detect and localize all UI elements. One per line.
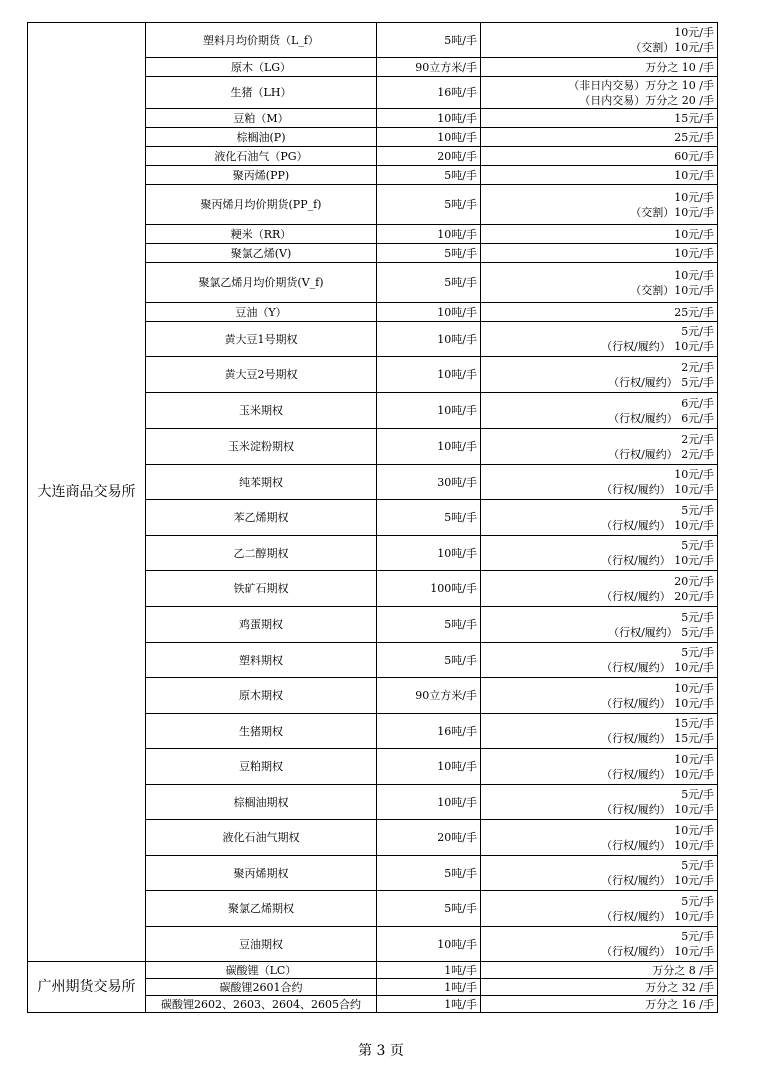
fee-line: 5元/手 (681, 930, 714, 943)
fee-cell (481, 58, 718, 77)
fee-line: （交割）10元/手 (630, 205, 714, 219)
trading-unit-cell: 10吨/手 (377, 429, 481, 465)
fee-cell (481, 166, 718, 185)
trading-unit-cell: 1吨/手 (377, 962, 481, 979)
fee-line: 5元/手 (681, 646, 714, 659)
fee-line: （行权/履约） 10元/手 (601, 554, 714, 567)
trading-unit-cell: 20吨/手 (377, 820, 481, 856)
fee-line: （行权/履约） 10元/手 (601, 945, 714, 958)
fee-line: 15元/手 (674, 111, 714, 125)
trading-unit-cell: 30吨/手 (377, 465, 481, 500)
trading-unit-cell: 10吨/手 (377, 322, 481, 357)
trading-unit-cell: 10吨/手 (377, 785, 481, 820)
fee-line: （非日内交易）万分之 10 /手 (568, 78, 714, 92)
product-name-cell: 液化石油气（PG） (146, 147, 377, 166)
fee-line: （行权/履约） 10元/手 (601, 767, 714, 781)
fee-cell (481, 128, 718, 147)
fee-cell (481, 891, 718, 927)
fee-line: 6元/手 (681, 396, 714, 410)
trading-unit-cell: 5吨/手 (377, 185, 481, 225)
fee-line: （行权/履约） 5元/手 (608, 375, 714, 389)
exchange-name-cell: 广州期货交易所 (28, 962, 146, 1013)
product-name-cell: 粳米（RR） (146, 225, 377, 244)
trading-unit-cell: 10吨/手 (377, 536, 481, 571)
fee-cell (481, 643, 718, 678)
fee-line: 2元/手 (681, 360, 714, 374)
product-name-cell: 碳酸锂2601合约 (146, 979, 377, 996)
fee-cell (481, 109, 718, 128)
product-name-cell: 纯苯期权 (146, 465, 377, 500)
fee-cell (481, 678, 718, 714)
trading-unit-cell: 1吨/手 (377, 979, 481, 996)
trading-unit-cell: 20吨/手 (377, 147, 481, 166)
trading-unit-cell: 90立方米/手 (377, 678, 481, 714)
product-name-cell: 塑料月均价期货（L_f） (146, 23, 377, 58)
fee-line: （行权/履约） 10元/手 (601, 661, 714, 674)
fee-line: 10元/手 (674, 190, 714, 204)
fee-line: 20元/手 (674, 574, 714, 588)
fee-line: （交割）10元/手 (630, 41, 714, 54)
product-name-cell: 黄大豆2号期权 (146, 357, 377, 393)
product-name-cell: 液化石油气期权 (146, 820, 377, 856)
trading-unit-cell: 10吨/手 (377, 128, 481, 147)
fee-cell (481, 429, 718, 465)
fee-line: 万分之 16 /手 (645, 997, 714, 1011)
product-name-cell: 豆粕期权 (146, 749, 377, 785)
fee-table (27, 22, 718, 1013)
fee-line: 万分之 32 /手 (645, 980, 714, 994)
product-name-cell: 聚丙烯期权 (146, 856, 377, 891)
fee-cell (481, 23, 718, 58)
fee-line: （行权/履约） 5元/手 (608, 625, 714, 639)
fee-cell (481, 571, 718, 607)
fee-line: 5元/手 (681, 859, 714, 872)
fee-cell (481, 147, 718, 166)
fee-cell (481, 465, 718, 500)
product-name-cell: 铁矿石期权 (146, 571, 377, 607)
fee-line: （行权/履约） 10元/手 (601, 340, 714, 353)
product-name-cell: 豆油期权 (146, 927, 377, 962)
page-footer: 第 3 页 (358, 1043, 404, 1059)
fee-line: （行权/履约） 10元/手 (601, 874, 714, 887)
fee-line: 10元/手 (674, 681, 714, 695)
fee-line: 10元/手 (674, 823, 714, 837)
fee-cell (481, 500, 718, 536)
trading-unit-cell: 1吨/手 (377, 996, 481, 1013)
fee-line: （交割）10元/手 (630, 283, 714, 297)
product-name-cell: 聚氯乙烯月均价期货(V_f) (146, 263, 377, 303)
fee-line: 5元/手 (681, 894, 714, 908)
trading-unit-cell: 100吨/手 (377, 571, 481, 607)
trading-unit-cell: 5吨/手 (377, 23, 481, 58)
fee-line: （行权/履约） 10元/手 (601, 483, 714, 496)
trading-unit-cell: 16吨/手 (377, 714, 481, 749)
trading-unit-cell: 5吨/手 (377, 891, 481, 927)
product-name-cell: 聚氯乙烯期权 (146, 891, 377, 927)
fee-line: 25元/手 (674, 305, 714, 319)
fee-line: 万分之 8 /手 (652, 963, 714, 977)
trading-unit-cell: 5吨/手 (377, 607, 481, 643)
product-name-cell: 聚丙烯月均价期货(PP_f) (146, 185, 377, 225)
fee-line: 5元/手 (681, 539, 714, 552)
fee-line: 15元/手 (674, 717, 714, 730)
exchange-name-cell: 大连商品交易所 (28, 23, 146, 962)
fee-cell (481, 714, 718, 749)
fee-cell (481, 979, 718, 996)
product-name-cell: 玉米期权 (146, 393, 377, 429)
fee-cell (481, 536, 718, 571)
fee-cell (481, 393, 718, 429)
fee-line: （行权/履约） 10元/手 (601, 696, 714, 710)
trading-unit-cell: 10吨/手 (377, 749, 481, 785)
fee-line: 10元/手 (674, 227, 714, 241)
trading-unit-cell: 5吨/手 (377, 244, 481, 263)
product-name-cell: 豆粕（M） (146, 109, 377, 128)
fee-line: 60元/手 (674, 149, 714, 163)
trading-unit-cell: 10吨/手 (377, 393, 481, 429)
trading-unit-cell: 5吨/手 (377, 500, 481, 536)
product-name-cell: 苯乙烯期权 (146, 500, 377, 536)
fee-cell (481, 357, 718, 393)
fee-line: （行权/履约） 15元/手 (601, 732, 714, 745)
fee-cell (481, 303, 718, 322)
product-name-cell: 玉米淀粉期权 (146, 429, 377, 465)
fee-line: 10元/手 (674, 268, 714, 282)
fee-cell (481, 77, 718, 109)
trading-unit-cell: 10吨/手 (377, 225, 481, 244)
fee-cell (481, 607, 718, 643)
fee-cell (481, 263, 718, 303)
fee-cell (481, 927, 718, 962)
fee-cell (481, 856, 718, 891)
fee-line: 10元/手 (674, 246, 714, 260)
product-name-cell: 鸡蛋期权 (146, 607, 377, 643)
product-name-cell: 原木期权 (146, 678, 377, 714)
product-name-cell: 生猪期权 (146, 714, 377, 749)
trading-unit-cell: 10吨/手 (377, 357, 481, 393)
fee-cell (481, 996, 718, 1013)
fee-line: 10元/手 (674, 752, 714, 766)
trading-unit-cell: 10吨/手 (377, 109, 481, 128)
product-name-cell: 塑料期权 (146, 643, 377, 678)
product-name-cell: 黄大豆1号期权 (146, 322, 377, 357)
fee-cell (481, 749, 718, 785)
product-name-cell: 生猪（LH） (146, 77, 377, 109)
fee-line: 25元/手 (674, 130, 714, 144)
fee-line: 10元/手 (674, 26, 714, 39)
fee-line: 10元/手 (674, 168, 714, 182)
fee-cell (481, 322, 718, 357)
fee-cell (481, 225, 718, 244)
fee-line: 万分之 10 /手 (645, 60, 714, 74)
fee-cell (481, 962, 718, 979)
fee-cell (481, 820, 718, 856)
fee-line: 2元/手 (681, 432, 714, 446)
trading-unit-cell: 5吨/手 (377, 856, 481, 891)
fee-line: 5元/手 (681, 788, 714, 801)
product-name-cell: 原木（LG） (146, 58, 377, 77)
fee-line: （行权/履约） 10元/手 (601, 909, 714, 923)
product-name-cell: 碳酸锂（LC） (146, 962, 377, 979)
fee-line: （日内交易）万分之 20 /手 (579, 93, 714, 107)
fee-cell (481, 785, 718, 820)
fee-line: （行权/履约） 10元/手 (601, 803, 714, 816)
product-name-cell: 聚氯乙烯(V) (146, 244, 377, 263)
trading-unit-cell: 5吨/手 (377, 643, 481, 678)
fee-line: （行权/履约） 10元/手 (601, 518, 714, 532)
trading-unit-cell: 10吨/手 (377, 303, 481, 322)
product-name-cell: 乙二醇期权 (146, 536, 377, 571)
table-row (28, 23, 718, 58)
product-name-cell: 碳酸锂2602、2603、2604、2605合约 (146, 996, 377, 1013)
product-name-cell: 棕榈油期权 (146, 785, 377, 820)
table-row (28, 962, 718, 979)
trading-unit-cell: 90立方米/手 (377, 58, 481, 77)
product-name-cell: 棕榈油(P) (146, 128, 377, 147)
fee-line: 5元/手 (681, 503, 714, 517)
trading-unit-cell: 10吨/手 (377, 927, 481, 962)
fee-line: 10元/手 (674, 468, 714, 481)
fee-line: （行权/履约） 6元/手 (608, 411, 714, 425)
fee-line: （行权/履约） 2元/手 (608, 447, 714, 461)
fee-cell (481, 185, 718, 225)
fee-line: （行权/履约） 10元/手 (601, 838, 714, 852)
fee-line: （行权/履约） 20元/手 (601, 589, 714, 603)
product-name-cell: 豆油（Y） (146, 303, 377, 322)
fee-line: 5元/手 (681, 325, 714, 338)
product-name-cell: 聚丙烯(PP) (146, 166, 377, 185)
trading-unit-cell: 5吨/手 (377, 166, 481, 185)
trading-unit-cell: 5吨/手 (377, 263, 481, 303)
trading-unit-cell: 16吨/手 (377, 77, 481, 109)
fee-line: 5元/手 (681, 610, 714, 624)
fee-cell (481, 244, 718, 263)
